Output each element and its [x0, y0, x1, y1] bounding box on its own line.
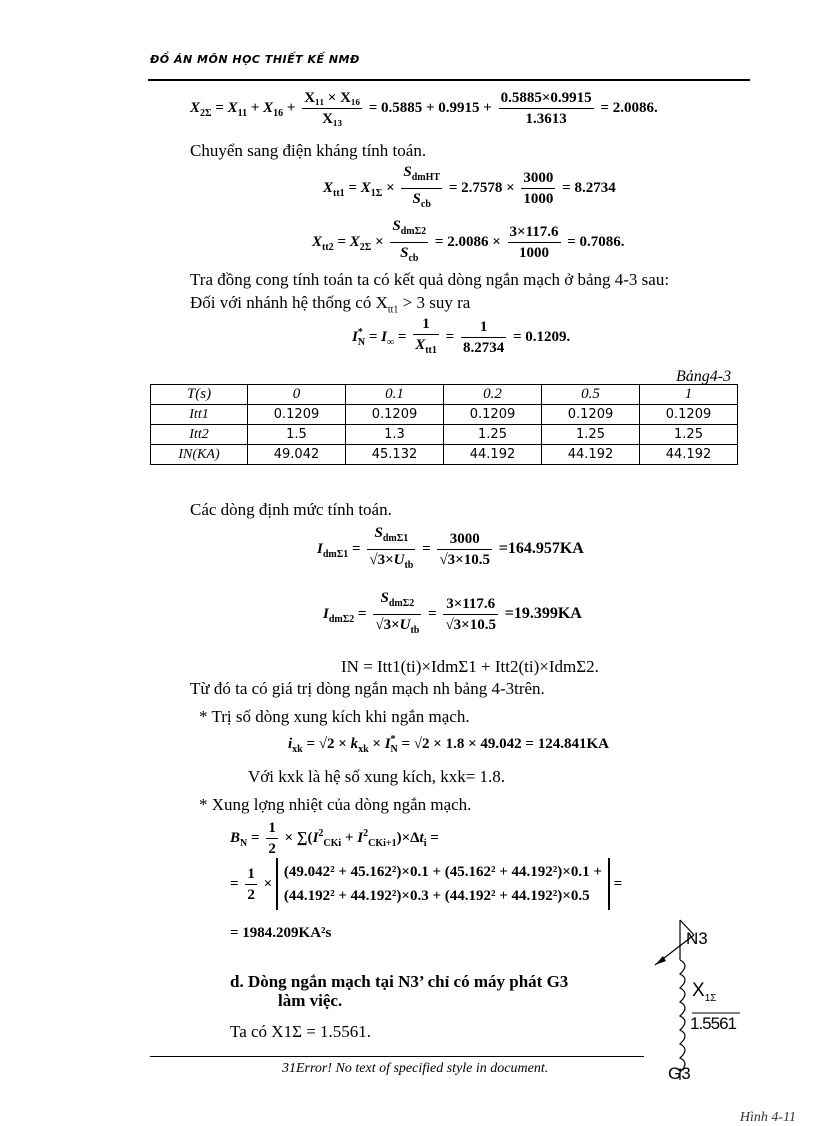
equation-bn: $B_N$ = $\frac{1}{2}$ × $\sum(I^2_{CKi} + I^2_{CKi+1})\times\Delta t_i$ =: [230, 820, 439, 857]
data-table: [150, 384, 738, 465]
eq-part: =19.399KA: [504, 604, 582, 622]
table-cell: 1.25: [542, 425, 640, 445]
table-cell: 44.192: [542, 445, 640, 465]
eq-part: = 0.7086.: [567, 233, 625, 250]
table-cell: 44.192: [444, 445, 542, 465]
equation-bn-result: = 1984.209KA²s: [230, 925, 332, 941]
section-d-title-2: làm việc.: [278, 991, 343, 1010]
label-g3: G3: [668, 1064, 691, 1083]
footer-text: 31Error! No text of specified style in document.: [282, 1061, 549, 1076]
frac-num: 3000: [521, 168, 555, 189]
table-cell: 0.1209: [346, 405, 444, 425]
frac-den: 1000: [519, 245, 549, 261]
frac-num: 3×117.6: [443, 594, 498, 615]
paragraph-tra2: Đối với nhánh hệ thống có $X_{tt1} > 3$ suy ra: [190, 293, 471, 316]
paragraph-trisoxung: * Trị số dòng xung kích khi ngắn mạch.: [199, 707, 470, 726]
header-cell: 0.1: [346, 385, 444, 405]
table-cell: 0.1209: [444, 405, 542, 425]
equation-idm1: $I_{dm\Sigma 1}$ = $\frac{S_{dm\Sigma 1}}{√3\times U_{tb}}$ = $\frac{3000}{√3\times 10.5}$ =164.957KA: [317, 525, 584, 571]
section-d-title: d. Dòng ngắn mạch tại N3’ chỉ có máy phát G3: [230, 972, 569, 991]
paragraph-cacdong: Các dòng định mức tính toán.: [190, 500, 392, 519]
equation-ixk: $i_{xk} = √2 \times k_{xk} \times I^*_N = √2 \times 1.8 \times 49.042 = 124.841KA$: [288, 734, 609, 755]
frac-den: 1000: [523, 191, 554, 207]
frac-num: 3000: [437, 529, 492, 550]
table-caption: Bảng4-3: [676, 368, 732, 385]
table-header-row: [151, 385, 738, 405]
paragraph-taco: Ta có X1Σ = 1.5561.: [230, 1022, 372, 1041]
frac-den: 8.2734: [462, 340, 505, 356]
table-row: [151, 425, 738, 445]
table-cell: 1.25: [444, 425, 542, 445]
figure-caption: Hình 4-11: [739, 1110, 796, 1125]
eq-part: = 2.7578 ×: [448, 179, 515, 196]
inductor-coil-icon: [680, 960, 685, 1072]
eq-part: =164.957KA: [498, 539, 584, 557]
header-cell: 0.5: [542, 385, 640, 405]
row-label: IN(KA): [151, 445, 248, 465]
row-label: Itt1: [151, 405, 248, 425]
header-rule: [148, 79, 750, 81]
frac-den: √3×10.5: [445, 617, 496, 633]
frac-den: √3×10.5: [439, 552, 490, 568]
table-cell: 44.192: [640, 445, 738, 465]
eq-part: = 2.0086.: [600, 99, 658, 116]
frac-den: 1.3613: [525, 111, 567, 127]
paragraph-voikxk: Với kxk là hệ số xung kích, kxk= 1.8.: [248, 767, 506, 786]
header-cell: 0: [248, 385, 346, 405]
label-n3: N3: [686, 929, 708, 948]
header-title: ĐỒ ÁN MÔN HỌC THIẾT KẾ NMĐ: [150, 53, 360, 66]
eq-part: = 2.0086 ×: [434, 233, 501, 250]
eq-part: = √2 × 1.8 × 49.042 = 124.841KA: [401, 736, 609, 752]
header-cell: 1: [640, 385, 738, 405]
eq-part: = 0.1209.: [512, 328, 571, 345]
table-cell: 1.3: [346, 425, 444, 445]
label-x1sigma: $X_{1\Sigma}$: [692, 980, 717, 1004]
eq-part: = 0.5885 + 0.9915 +: [368, 99, 492, 116]
table-cell: 45.132: [346, 445, 444, 465]
equation-bn-expanded: = $\frac{1}{2}$ × (49.042² + 45.162²)×0.1 + (45.162² + 44.192²)×0.1 + (44.192² + 44.192²)×0.3 + (44.192² + 44.192²)×0.5 =: [230, 858, 622, 910]
paragraph-xunglong: * Xung lợng nhiệt của dòng ngắn mạch.: [199, 795, 472, 814]
paragraph-tudo: Từ đó ta có giá trị dòng ngắn mạch nh bảng 4-3trên.: [190, 679, 545, 698]
table-cell: 49.042: [248, 445, 346, 465]
frac-num: 0.5885×0.9915: [499, 88, 594, 109]
frac-num: 3×117.6: [508, 222, 561, 243]
eq-part: = 8.2734: [562, 179, 616, 196]
paragraph-chuyen: Chuyển sang điện kháng tính toán.: [190, 141, 427, 160]
table-cell: 1.25: [640, 425, 738, 445]
header-cell: 0.2: [444, 385, 542, 405]
paragraph-tra1: Tra đồng cong tính toán ta có kết quả dòng ngắn mạch ở bảng 4-3 sau:: [190, 270, 670, 289]
bn-line: (49.042² + 45.162²)×0.1 + (45.162² + 44.192²)×0.1 +: [283, 864, 602, 880]
bn-line: (44.192² + 44.192²)×0.3 + (44.192² + 44.192²)×0.5: [283, 888, 590, 904]
equation-idm2: $I_{dm\Sigma 2}$ = $\frac{S_{dm\Sigma 2}}{√3\times U_{tb}}$ = $\frac{3\times 117.6}{√3\times 10.5}$ =19.399KA: [323, 590, 582, 636]
frac-num: X₁₁ × X₁₆: [302, 88, 362, 109]
frac-den: X₁₃: [322, 111, 342, 127]
label-value: 1.5561: [690, 1014, 736, 1033]
equation-xtt1: $X_{tt1} = X_{1\Sigma}$ × $\frac{S_{dmHT}}{S_{cb}}$ = 2.7578 × $\frac{3000}{1000}$ = 8.2734: [323, 164, 616, 210]
row-label: Itt2: [151, 425, 248, 445]
table-row: [151, 405, 738, 425]
table-cell: 1.5: [248, 425, 346, 445]
equation-in: $I^*_N = I_\infty$ = $\frac{1}{X_{tt1}}$ = $\frac{1}{8.2734}$ = 0.1209.: [352, 316, 571, 356]
header-cell: T(s): [151, 385, 248, 405]
frac-num: 1: [461, 317, 506, 338]
equation-x22: $X_{2\Sigma} = X_{11} + X_{16}$ + $\frac{\text{X₁₁ × X₁₆}}{\text{X₁₃}}$ = 0.5885 + 0.9915 + $\frac{0.5885\times 0.9915}{1.3613}$ = 2.0086.: [190, 90, 658, 127]
table-row: [151, 445, 738, 465]
footer-rule: [150, 1056, 644, 1057]
table-cell: 0.1209: [640, 405, 738, 425]
table-cell: 0.1209: [248, 405, 346, 425]
frac-num: 1: [413, 314, 439, 335]
equation-xtt2: $X_{tt2} = X_{2\Sigma}$ × $\frac{S_{dm\Sigma 2}}{S_{cb}}$ = 2.0086 × $\frac{3\times 117.6}{1000}$ = 0.7086.: [312, 218, 625, 264]
equation-in-line: IN = Itt1(ti)×IdmΣ1 + Itt2(ti)×IdmΣ2.: [341, 657, 599, 676]
table-cell: 0.1209: [542, 405, 640, 425]
